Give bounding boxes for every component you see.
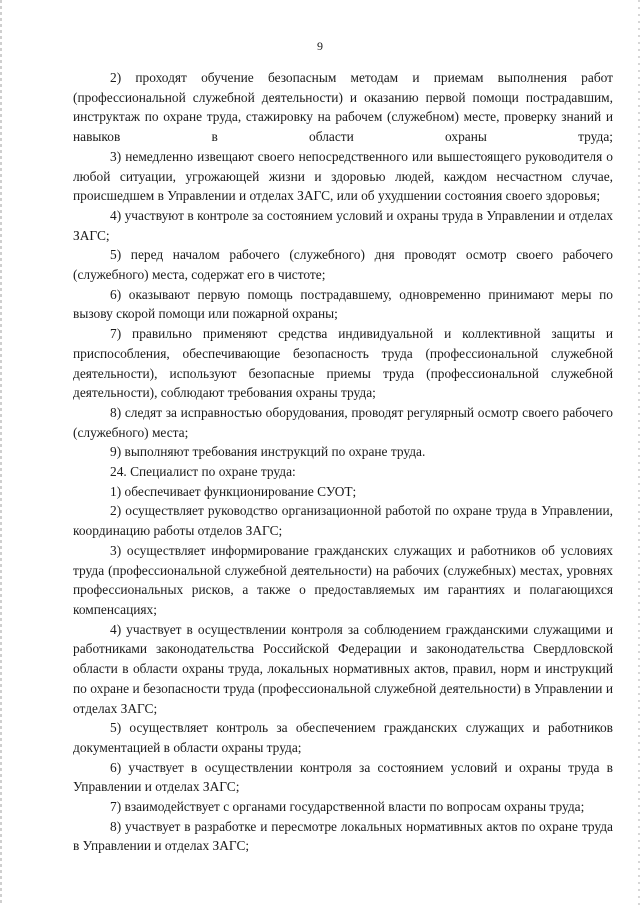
paragraph: 4) участвуют в контроле за состоянием условий и охраны труда в Управлении и отделах ЗАГС; <box>73 207 613 243</box>
paragraph: 3) осуществляет информирование гражданских служащих и работников об условиях труда (профессиональной служебной деятельности) на рабочих (служебных) местах, уровнях профессиональных рисков, а также о предоставляемых им гарантиях и полагающихся компенсациях; <box>73 542 613 617</box>
paragraph: 6) оказывают первую помощь пострадавшему, одновременно принимают меры по вызову скорой помощи или пожарной охраны; <box>73 286 613 322</box>
paragraph: 2) осуществляет руководство организационной работой по охране труда в Управлении, координацию работы отделов ЗАГС; <box>73 503 613 539</box>
paragraph: 5) перед началом рабочего (служебного) дня проводят осмотр своего рабочего (служебного) места, содержат его в чистоте; <box>73 247 613 283</box>
paragraph: 2) проходят обучение безопасным методам и приемам выполнения работ (профессиональной служебной деятельности) и оказанию первой помощи пострадавшим, инструктаж по охране труда, стажировку на рабочем (служебном) месте, проверку знаний и навыков в области охраны труда; <box>73 70 613 145</box>
paragraph: 3) немедленно извещают своего непосредственного или вышестоящего руководителя о любой ситуации, угрожающей жизни и здоровью людей, каждом несчастном случае, происшедшем в Управлении и отделах ЗАГС, или об ухудшении состояния своего здоровья; <box>73 148 613 204</box>
paragraph: 7) правильно применяют средства индивидуальной и коллективной защиты и приспособления, обеспечивающие безопасность труда (профессиональной служебной деятельности), используют безопасные приемы труда (профессиональной служебной деятельности), соблюдают требования охраны труда; <box>73 326 613 401</box>
document-body <box>73 68 613 856</box>
paragraph: 6) участвует в осуществлении контроля за состоянием условий и охраны труда в Управлении и отделах ЗАГС; <box>73 759 613 795</box>
paragraph: 8) участвует в разработке и пересмотре локальных нормативных актов по охране труда в Управлении и отделах ЗАГС; <box>73 818 613 854</box>
paragraph: 9) выполняют требования инструкций по охране труда. <box>110 444 426 460</box>
paragraph: 1) обеспечивает функционирование СУОТ; <box>110 483 357 499</box>
scan-edge-left <box>0 0 2 905</box>
section-heading: 24. Специалист по охране труда: <box>110 464 296 480</box>
paragraph: 8) следят за исправностью оборудования, проводят регулярный осмотр своего рабочего (служебного) места; <box>73 404 613 440</box>
paragraph: 4) участвует в осуществлении контроля за соблюдением гражданскими служащими и работниками законодательства Российской Федерации и законодательства Свердловской области в области охраны труда, локальных нормативных актов, правил, норм и инструкций по охране и безопасности труда (профессиональной служебной деятельности) в Управлении и отделах ЗАГС; <box>73 621 613 716</box>
paragraph: 5) осуществляет контроль за обеспечением гражданских служащих и работников документацией в области охраны труда; <box>73 720 613 755</box>
paragraph: 7) взаимодействует с органами государственной власти по вопросам охраны труда; <box>110 799 585 815</box>
page-number: 9 <box>317 39 323 53</box>
